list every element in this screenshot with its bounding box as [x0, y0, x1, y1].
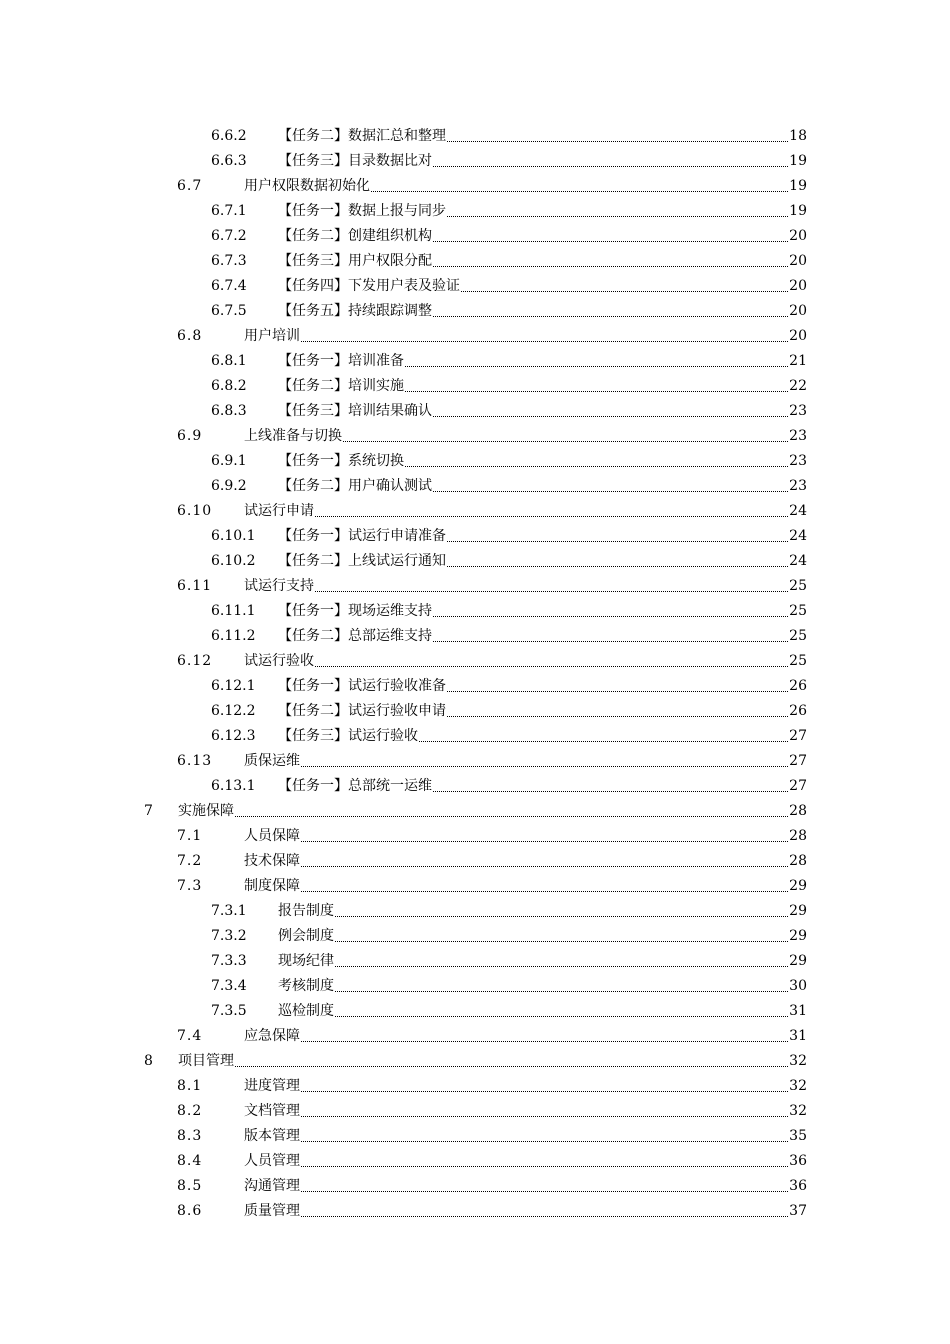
toc-entry-number: 6.8.3: [211, 403, 247, 419]
toc-entry-page: 29: [789, 878, 807, 894]
toc-entry-number: 6.7.2: [211, 228, 247, 244]
dot-leader: [433, 224, 788, 242]
toc-entry-title: 上线准备与切换: [244, 428, 342, 444]
dot-leader: [371, 174, 788, 192]
dot-leader: [335, 924, 788, 942]
toc-entry-page: 21: [789, 353, 807, 369]
dot-leader: [405, 374, 788, 392]
toc-entry-number: 6.8.1: [211, 353, 247, 369]
toc-entry[interactable]: [0, 624, 950, 649]
toc-entry-title: 【任务二】创建组织机构: [278, 228, 432, 244]
dot-leader: [419, 724, 788, 742]
toc-entry-title: 版本管理: [244, 1128, 300, 1144]
toc-entry[interactable]: [0, 699, 950, 724]
dot-leader: [405, 349, 788, 367]
toc-entry-page: 19: [789, 178, 807, 194]
toc-entry-title: 项目管理: [178, 1053, 234, 1069]
toc-entry-number: 7.3.5: [211, 1003, 247, 1019]
toc-entry-number: 6.7.5: [211, 303, 247, 319]
toc-entry-page: 25: [789, 603, 807, 619]
toc-entry-number: 7.2: [177, 853, 203, 869]
toc-entry-number: 6.6.3: [211, 153, 247, 169]
toc-entry-number: 7.4: [177, 1028, 203, 1044]
toc-entry-page: 25: [789, 628, 807, 644]
toc-entry[interactable]: [0, 549, 950, 574]
toc-entry[interactable]: [0, 874, 950, 899]
toc-entry-page: 20: [789, 328, 807, 344]
toc-entry-number: 7.3.3: [211, 953, 247, 969]
toc-entry-title: 进度管理: [244, 1078, 300, 1094]
toc-entry-title: 【任务一】系统切换: [278, 453, 404, 469]
dot-leader: [343, 424, 788, 442]
toc-entry-title: 实施保障: [178, 803, 234, 819]
toc-entry[interactable]: [0, 299, 950, 324]
toc-entry-number: 6.10: [177, 503, 213, 519]
toc-entry[interactable]: [0, 824, 950, 849]
toc-entry-title: 【任务二】培训实施: [278, 378, 404, 394]
toc-entry-title: 【任务二】总部运维支持: [278, 628, 432, 644]
toc-entry[interactable]: [0, 799, 950, 824]
dot-leader: [447, 674, 788, 692]
dot-leader: [301, 849, 788, 867]
dot-leader: [433, 299, 788, 317]
toc-entry[interactable]: [0, 724, 950, 749]
toc-entry[interactable]: [0, 349, 950, 374]
toc-entry[interactable]: [0, 174, 950, 199]
toc-entry-page: 26: [789, 703, 807, 719]
dot-leader: [461, 274, 788, 292]
toc-entry-number: 6.7: [177, 178, 203, 194]
dot-leader: [447, 549, 788, 567]
toc-entry-title: 试运行申请: [244, 503, 314, 519]
toc-entry-title: 【任务一】现场运维支持: [278, 603, 432, 619]
toc-entry-page: 32: [789, 1053, 807, 1069]
toc-entry-number: 7.3.2: [211, 928, 247, 944]
toc-entry-number: 8.6: [177, 1203, 203, 1219]
toc-entry-number: 8.4: [177, 1153, 203, 1169]
toc-entry[interactable]: [0, 124, 950, 149]
toc-entry-number: 6.11.1: [211, 603, 256, 619]
toc-entry[interactable]: [0, 1199, 950, 1224]
toc-entry-title: 【任务二】数据汇总和整理: [278, 128, 446, 144]
toc-entry-title: 人员管理: [244, 1153, 300, 1169]
toc-entry[interactable]: [0, 949, 950, 974]
toc-entry-page: 20: [789, 303, 807, 319]
toc-entry[interactable]: [0, 374, 950, 399]
toc-entry-title: 用户权限数据初始化: [244, 178, 370, 194]
toc-entry-number: 6.11: [177, 578, 213, 594]
toc-entry-number: 7.3: [177, 878, 203, 894]
toc-entry-title: 试运行验收: [244, 653, 314, 669]
toc-entry[interactable]: [0, 774, 950, 799]
toc-entry-page: 19: [789, 203, 807, 219]
dot-leader: [301, 1074, 788, 1092]
toc-entry-number: 6.12.2: [211, 703, 256, 719]
toc-entry-page: 35: [789, 1128, 807, 1144]
toc-entry-number: 7: [144, 803, 153, 819]
toc-entry-title: 用户培训: [244, 328, 300, 344]
toc-entry-page: 36: [789, 1178, 807, 1194]
toc-entry[interactable]: [0, 924, 950, 949]
toc-entry-number: 8.3: [177, 1128, 203, 1144]
toc-entry-title: 试运行支持: [244, 578, 314, 594]
table-of-contents: [0, 124, 950, 1224]
dot-leader: [301, 874, 788, 892]
dot-leader: [447, 524, 788, 542]
toc-entry-title: 考核制度: [278, 978, 334, 994]
toc-entry-title: 人员保障: [244, 828, 300, 844]
toc-entry-page: 25: [789, 653, 807, 669]
dot-leader: [433, 599, 788, 617]
toc-entry-page: 20: [789, 278, 807, 294]
toc-entry-page: 24: [789, 553, 807, 569]
toc-entry-number: 6.12.3: [211, 728, 256, 744]
dot-leader: [235, 799, 788, 817]
toc-entry-title: 质量管理: [244, 1203, 300, 1219]
toc-entry-page: 31: [789, 1003, 807, 1019]
toc-entry-page: 23: [789, 428, 807, 444]
toc-entry[interactable]: [0, 524, 950, 549]
toc-entry-page: 24: [789, 503, 807, 519]
toc-entry[interactable]: [0, 499, 950, 524]
toc-entry-title: 报告制度: [278, 903, 334, 919]
toc-entry-page: 30: [789, 978, 807, 994]
dot-leader: [405, 449, 788, 467]
toc-entry-page: 23: [789, 403, 807, 419]
toc-entry-number: 6.12: [177, 653, 213, 669]
toc-entry[interactable]: [0, 899, 950, 924]
toc-entry-number: 8.1: [177, 1078, 203, 1094]
dot-leader: [335, 999, 788, 1017]
toc-entry[interactable]: [0, 249, 950, 274]
toc-entry[interactable]: [0, 224, 950, 249]
toc-entry-page: 28: [789, 828, 807, 844]
toc-entry[interactable]: [0, 324, 950, 349]
dot-leader: [301, 1149, 788, 1167]
toc-entry-number: 6.13.1: [211, 778, 256, 794]
dot-leader: [301, 1124, 788, 1142]
dot-leader: [301, 824, 788, 842]
toc-entry[interactable]: [0, 1124, 950, 1149]
dot-leader: [235, 1049, 788, 1067]
toc-entry-number: 7.1: [177, 828, 203, 844]
toc-entry-page: 20: [789, 228, 807, 244]
toc-entry-page: 29: [789, 953, 807, 969]
toc-entry[interactable]: [0, 1074, 950, 1099]
dot-leader: [301, 1199, 788, 1217]
toc-entry-title: 【任务二】上线试运行通知: [278, 553, 446, 569]
toc-entry-number: 6.13: [177, 753, 213, 769]
toc-entry-page: 18: [789, 128, 807, 144]
toc-entry-title: 技术保障: [244, 853, 300, 869]
dot-leader: [335, 949, 788, 967]
toc-entry-title: 【任务三】试运行验收: [278, 728, 418, 744]
dot-leader: [433, 149, 788, 167]
toc-entry-page: 23: [789, 453, 807, 469]
dot-leader: [301, 749, 788, 767]
toc-entry-page: 24: [789, 528, 807, 544]
toc-entry-page: 27: [789, 753, 807, 769]
toc-entry-page: 29: [789, 903, 807, 919]
toc-entry-page: 26: [789, 678, 807, 694]
toc-entry-title: 【任务一】总部统一运维: [278, 778, 432, 794]
toc-entry-number: 6.9.1: [211, 453, 247, 469]
toc-entry-number: 7.3.4: [211, 978, 247, 994]
toc-entry-title: 【任务二】用户确认测试: [278, 478, 432, 494]
toc-entry-title: 例会制度: [278, 928, 334, 944]
toc-entry-title: 【任务一】培训准备: [278, 353, 404, 369]
toc-entry-title: 【任务一】数据上报与同步: [278, 203, 446, 219]
toc-entry-page: 32: [789, 1078, 807, 1094]
toc-entry[interactable]: [0, 849, 950, 874]
toc-entry-page: 23: [789, 478, 807, 494]
toc-entry-title: 【任务一】试运行申请准备: [278, 528, 446, 544]
toc-entry-title: 【任务二】试运行验收申请: [278, 703, 446, 719]
toc-entry-title: 【任务三】目录数据比对: [278, 153, 432, 169]
toc-entry[interactable]: [0, 424, 950, 449]
toc-entry[interactable]: [0, 1024, 950, 1049]
toc-entry-title: 沟通管理: [244, 1178, 300, 1194]
dot-leader: [315, 649, 788, 667]
toc-entry-number: 6.7.1: [211, 203, 247, 219]
toc-entry-title: 巡检制度: [278, 1003, 334, 1019]
toc-entry[interactable]: [0, 1174, 950, 1199]
toc-entry-title: 制度保障: [244, 878, 300, 894]
toc-entry[interactable]: [0, 574, 950, 599]
toc-entry[interactable]: [0, 999, 950, 1024]
toc-entry-page: 36: [789, 1153, 807, 1169]
toc-entry-title: 【任务四】下发用户表及验证: [278, 278, 460, 294]
toc-entry-number: 8.5: [177, 1178, 203, 1194]
dot-leader: [301, 324, 788, 342]
toc-entry-number: 6.10.2: [211, 553, 256, 569]
toc-entry-number: 6.11.2: [211, 628, 256, 644]
toc-entry-number: 6.9: [177, 428, 203, 444]
dot-leader: [335, 899, 788, 917]
toc-entry-title: 现场纪律: [278, 953, 334, 969]
toc-entry-number: 6.8.2: [211, 378, 247, 394]
toc-entry-page: 22: [789, 378, 807, 394]
toc-entry-number: 6.10.1: [211, 528, 256, 544]
toc-entry-title: 应急保障: [244, 1028, 300, 1044]
toc-entry-number: 6.9.2: [211, 478, 247, 494]
toc-entry-page: 27: [789, 728, 807, 744]
toc-entry-page: 20: [789, 253, 807, 269]
toc-entry-page: 37: [789, 1203, 807, 1219]
toc-entry-page: 27: [789, 778, 807, 794]
dot-leader: [433, 474, 788, 492]
toc-entry-number: 6.8: [177, 328, 203, 344]
toc-entry-number: 6.7.4: [211, 278, 247, 294]
dot-leader: [315, 574, 788, 592]
toc-entry-title: 【任务一】试运行验收准备: [278, 678, 446, 694]
toc-entry-number: 6.7.3: [211, 253, 247, 269]
dot-leader: [433, 249, 788, 267]
toc-entry[interactable]: [0, 1099, 950, 1124]
toc-entry[interactable]: [0, 1149, 950, 1174]
toc-entry[interactable]: [0, 149, 950, 174]
toc-entry[interactable]: [0, 199, 950, 224]
toc-entry-page: 28: [789, 853, 807, 869]
toc-entry-page: 28: [789, 803, 807, 819]
toc-entry-page: 32: [789, 1103, 807, 1119]
toc-entry[interactable]: [0, 749, 950, 774]
dot-leader: [447, 699, 788, 717]
toc-entry-number: 6.12.1: [211, 678, 256, 694]
toc-entry[interactable]: [0, 974, 950, 999]
toc-entry-page: 25: [789, 578, 807, 594]
toc-entry-title: 文档管理: [244, 1103, 300, 1119]
toc-entry-page: 31: [789, 1028, 807, 1044]
toc-entry-page: 19: [789, 153, 807, 169]
toc-entry[interactable]: [0, 274, 950, 299]
toc-entry-number: 6.6.2: [211, 128, 247, 144]
toc-entry[interactable]: [0, 449, 950, 474]
toc-entry-title: 【任务三】用户权限分配: [278, 253, 432, 269]
dot-leader: [315, 499, 788, 517]
toc-entry[interactable]: [0, 674, 950, 699]
dot-leader: [447, 199, 788, 217]
toc-entry-number: 8.2: [177, 1103, 203, 1119]
toc-entry[interactable]: [0, 649, 950, 674]
dot-leader: [335, 974, 788, 992]
dot-leader: [433, 399, 788, 417]
toc-entry[interactable]: [0, 399, 950, 424]
dot-leader: [301, 1099, 788, 1117]
dot-leader: [447, 124, 788, 142]
toc-entry-number: 7.3.1: [211, 903, 247, 919]
toc-entry-title: 【任务五】持续跟踪调整: [278, 303, 432, 319]
dot-leader: [433, 774, 788, 792]
toc-entry-number: 8: [144, 1053, 153, 1069]
dot-leader: [301, 1024, 788, 1042]
toc-entry-title: 【任务三】培训结果确认: [278, 403, 432, 419]
toc-entry[interactable]: [0, 1049, 950, 1074]
toc-entry[interactable]: [0, 599, 950, 624]
dot-leader: [301, 1174, 788, 1192]
toc-entry-title: 质保运维: [244, 753, 300, 769]
toc-entry-page: 29: [789, 928, 807, 944]
toc-entry[interactable]: [0, 474, 950, 499]
dot-leader: [433, 624, 788, 642]
